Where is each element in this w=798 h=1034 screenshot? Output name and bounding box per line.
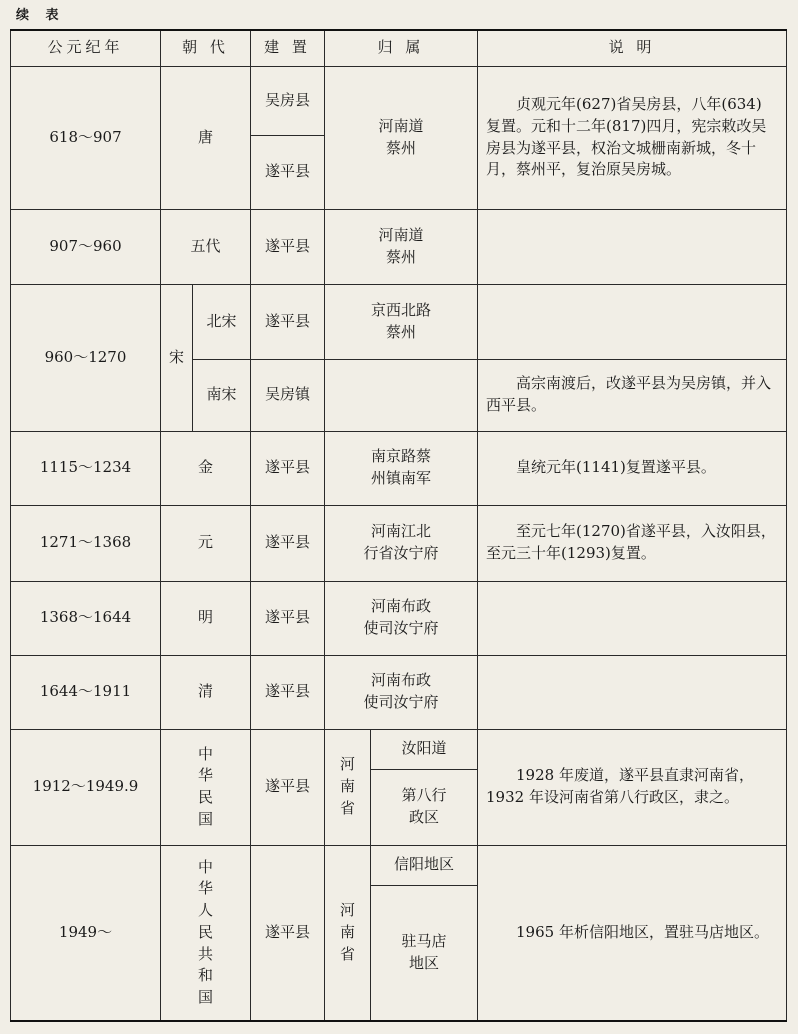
dynasty-cell: 金 bbox=[161, 431, 251, 505]
affiliation-cell: 河南道 蔡州 bbox=[325, 66, 478, 209]
table-row bbox=[11, 209, 787, 284]
establishment-cell: 遂平县 bbox=[251, 505, 325, 581]
dynasty-cell: 中 华 民 国 bbox=[161, 729, 251, 845]
affiliation-cell: 河南布政 使司汝宁府 bbox=[325, 581, 478, 655]
dynasty-cell: 明 bbox=[161, 581, 251, 655]
dynasty-cell: 元 bbox=[161, 505, 251, 581]
establishment-cell: 遂平县 bbox=[251, 655, 325, 729]
table-row bbox=[11, 66, 787, 135]
province-cell: 河 南 省 bbox=[325, 845, 371, 1021]
sub-affiliation-cell: 信阳地区 bbox=[371, 845, 478, 885]
notes-cell bbox=[478, 209, 787, 284]
header-notes: 说 明 bbox=[478, 30, 787, 66]
establishment-cell: 吴房镇 bbox=[251, 359, 325, 431]
notes-cell bbox=[478, 655, 787, 729]
establishment-cell: 遂平县 bbox=[251, 284, 325, 359]
province-cell: 河 南 省 bbox=[325, 729, 371, 845]
dynasty-cell: 中 华 人 民 共 和 国 bbox=[161, 845, 251, 1021]
sub-affiliation-cell: 驻马店 地区 bbox=[371, 885, 478, 1021]
table-row bbox=[11, 431, 787, 505]
affiliation-cell bbox=[325, 359, 478, 431]
affiliation-cell: 京西北路 蔡州 bbox=[325, 284, 478, 359]
year-cell: 907～960 bbox=[11, 209, 161, 284]
dynasty-cell: 唐 bbox=[161, 66, 251, 209]
header-dynasty: 朝 代 bbox=[161, 30, 251, 66]
table-row bbox=[11, 845, 787, 885]
establishment-cell: 吴房县 bbox=[251, 66, 325, 135]
dynasty-cell: 清 bbox=[161, 655, 251, 729]
table-row bbox=[11, 284, 787, 359]
notes-cell: 1928 年废道，遂平县直隶河南省，1932 年设河南省第八行政区，隶之。 bbox=[478, 729, 787, 845]
year-cell: 960～1270 bbox=[11, 284, 161, 431]
establishment-cell: 遂平县 bbox=[251, 431, 325, 505]
header-establishment: 建 置 bbox=[251, 30, 325, 66]
continued-table-title: 续 表 bbox=[16, 8, 65, 23]
notes-cell: 高宗南渡后，改遂平县为吴房镇，并入西平县。 bbox=[478, 359, 787, 431]
establishment-cell: 遂平县 bbox=[251, 845, 325, 1021]
year-cell: 1949～ bbox=[11, 845, 161, 1021]
table-row bbox=[11, 581, 787, 655]
notes-cell: 皇统元年(1141)复置遂平县。 bbox=[478, 431, 787, 505]
year-cell: 1644～1911 bbox=[11, 655, 161, 729]
notes-cell: 至元七年(1270)省遂平县，入汝阳县，至元三十年(1293)复置。 bbox=[478, 505, 787, 581]
header-affiliation: 归 属 bbox=[325, 30, 478, 66]
table-row bbox=[11, 729, 787, 769]
year-cell: 1271～1368 bbox=[11, 505, 161, 581]
establishment-cell: 遂平县 bbox=[251, 581, 325, 655]
administrative-history-table bbox=[10, 29, 787, 1022]
affiliation-cell: 河南道 蔡州 bbox=[325, 209, 478, 284]
year-cell: 1368～1644 bbox=[11, 581, 161, 655]
sub-dynasty-cell: 南宋 bbox=[193, 359, 251, 431]
notes-cell bbox=[478, 581, 787, 655]
table-row bbox=[11, 505, 787, 581]
table-row bbox=[11, 655, 787, 729]
sub-affiliation-cell: 第八行 政区 bbox=[371, 769, 478, 845]
notes-cell: 1965 年析信阳地区，置驻马店地区。 bbox=[478, 845, 787, 1021]
affiliation-cell: 南京路蔡 州镇南军 bbox=[325, 431, 478, 505]
sub-dynasty-cell: 北宋 bbox=[193, 284, 251, 359]
header-row bbox=[11, 30, 787, 66]
establishment-cell: 遂平县 bbox=[251, 729, 325, 845]
dynasty-cell: 宋 bbox=[161, 284, 193, 431]
dynasty-cell: 五代 bbox=[161, 209, 251, 284]
header-year: 公元纪年 bbox=[11, 30, 161, 66]
year-cell: 618～907 bbox=[11, 66, 161, 209]
affiliation-cell: 河南江北 行省汝宁府 bbox=[325, 505, 478, 581]
year-cell: 1912～1949.9 bbox=[11, 729, 161, 845]
affiliation-cell: 河南布政 使司汝宁府 bbox=[325, 655, 478, 729]
year-cell: 1115～1234 bbox=[11, 431, 161, 505]
notes-cell bbox=[478, 284, 787, 359]
establishment-cell: 遂平县 bbox=[251, 209, 325, 284]
establishment-cell: 遂平县 bbox=[251, 135, 325, 209]
sub-affiliation-cell: 汝阳道 bbox=[371, 729, 478, 769]
notes-cell: 贞观元年(627)省吴房县，八年(634)复置。元和十二年(817)四月，宪宗敕改吴房县为遂平县，权治文城栅南新城，冬十月，蔡州平，复治原吴房城。 bbox=[478, 66, 787, 209]
